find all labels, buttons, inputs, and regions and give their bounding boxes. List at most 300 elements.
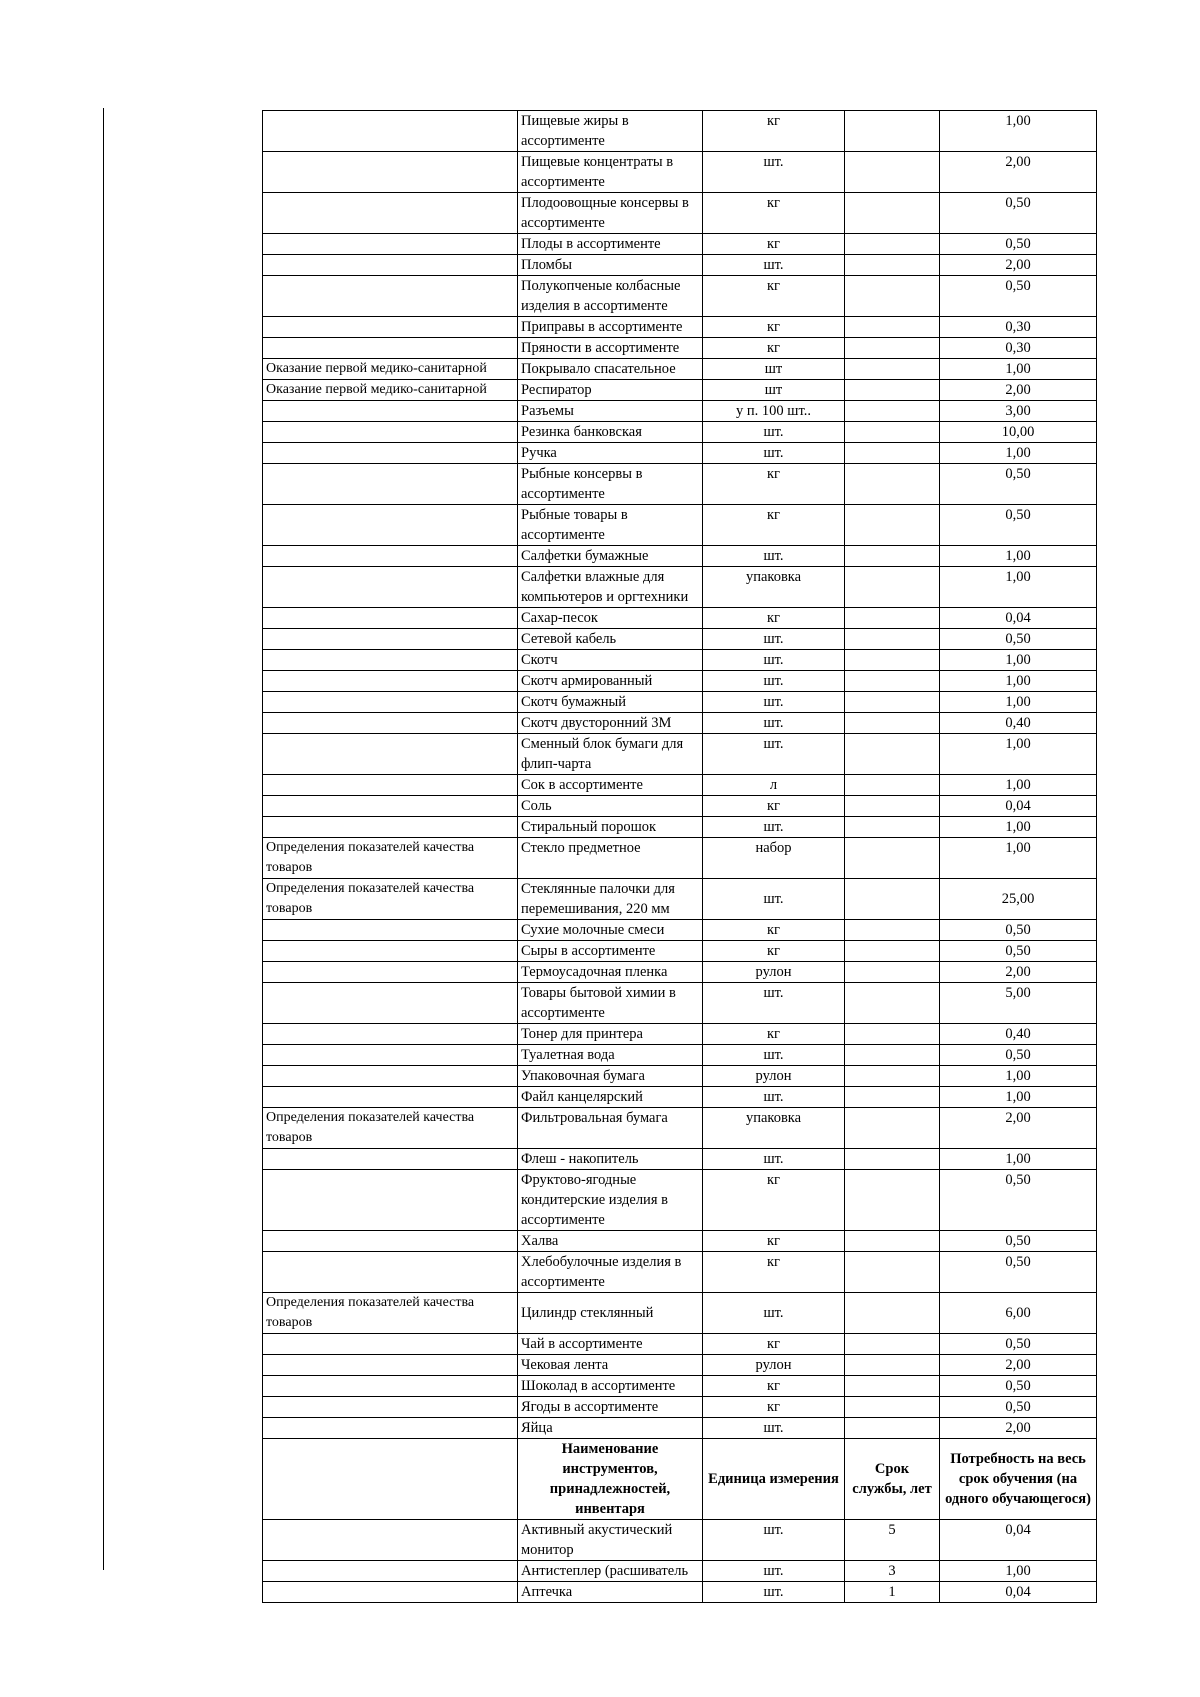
table-row: [263, 671, 1097, 692]
purpose-cell: Определения показателей качества товаров: [263, 838, 518, 879]
name-cell: Пломбы: [518, 255, 703, 276]
unit-cell: шт.: [703, 713, 845, 734]
term-cell: [845, 464, 940, 505]
name-cell: Цилиндр стеклянный: [518, 1293, 703, 1334]
term-cell: [845, 1397, 940, 1418]
unit-cell: шт.: [703, 671, 845, 692]
purpose-cell: [263, 1561, 518, 1582]
name-cell: Стекло предметное: [518, 838, 703, 879]
name-cell: Стиральный порошок: [518, 817, 703, 838]
equipment-table: [262, 110, 1097, 1603]
table-row: [263, 775, 1097, 796]
need-cell: 0,50: [940, 193, 1097, 234]
name-cell: Фруктово-ягодные кондитерские изделия в ассортименте: [518, 1170, 703, 1231]
need-cell: 2,00: [940, 1418, 1097, 1439]
name-cell: Фильтровальная бумага: [518, 1108, 703, 1149]
term-cell: [845, 234, 940, 255]
table-row: [263, 422, 1097, 443]
name-cell: Рыбные консервы в ассортименте: [518, 464, 703, 505]
term-cell: [845, 608, 940, 629]
table-row: [263, 1520, 1097, 1561]
table-body: [263, 111, 1097, 1603]
unit-cell: кг: [703, 1397, 845, 1418]
purpose-cell: [263, 671, 518, 692]
unit-cell: кг: [703, 608, 845, 629]
term-cell: [845, 941, 940, 962]
purpose-cell: [263, 152, 518, 193]
purpose-cell: [263, 464, 518, 505]
unit-cell: кг: [703, 1170, 845, 1231]
purpose-cell: Определения показателей качества товаров: [263, 879, 518, 920]
table-row: [263, 1397, 1097, 1418]
purpose-cell: [263, 1355, 518, 1376]
purpose-cell: [263, 692, 518, 713]
tools-header-row: [263, 1439, 1097, 1520]
purpose-cell: [263, 817, 518, 838]
name-cell: Ягоды в ассортименте: [518, 1397, 703, 1418]
table-row: [263, 1582, 1097, 1603]
term-cell: [845, 1293, 940, 1334]
purpose-cell: [263, 1066, 518, 1087]
unit-cell: кг: [703, 111, 845, 152]
term-cell: [845, 734, 940, 775]
term-cell: [845, 152, 940, 193]
table-row: [263, 734, 1097, 775]
term-cell: [845, 1045, 940, 1066]
table-row: [263, 650, 1097, 671]
table-row: [263, 1418, 1097, 1439]
name-cell: Скотч двусторонний 3М: [518, 713, 703, 734]
table-row: [263, 1045, 1097, 1066]
term-cell: [845, 1252, 940, 1293]
purpose-cell: [263, 608, 518, 629]
unit-cell: шт: [703, 380, 845, 401]
name-cell: Антистеплер (расшиватель: [518, 1561, 703, 1582]
term-cell: [845, 838, 940, 879]
need-cell: 2,00: [940, 962, 1097, 983]
table-row: [263, 1149, 1097, 1170]
term-cell: [845, 817, 940, 838]
need-cell: 1,00: [940, 1087, 1097, 1108]
term-cell: [845, 983, 940, 1024]
purpose-cell: Определения показателей качества товаров: [263, 1108, 518, 1149]
term-cell: 1: [845, 1582, 940, 1603]
purpose-cell: [263, 1170, 518, 1231]
need-cell: 25,00: [940, 879, 1097, 920]
table-row: [263, 692, 1097, 713]
table-row: [263, 796, 1097, 817]
term-cell: 5: [845, 1520, 940, 1561]
purpose-cell: [263, 629, 518, 650]
name-cell: Чековая лента: [518, 1355, 703, 1376]
need-cell: 0,50: [940, 464, 1097, 505]
purpose-cell: [263, 1252, 518, 1293]
need-cell: 1,00: [940, 734, 1097, 775]
term-cell: [845, 1334, 940, 1355]
need-cell: 0,50: [940, 941, 1097, 962]
purpose-cell: [263, 983, 518, 1024]
need-cell: 0,50: [940, 1045, 1097, 1066]
unit-cell: кг: [703, 1334, 845, 1355]
header-unit: Единица измерения: [703, 1439, 845, 1520]
name-cell: Чай в ассортименте: [518, 1334, 703, 1355]
name-cell: Сухие молочные смеси: [518, 920, 703, 941]
name-cell: Тонер для принтера: [518, 1024, 703, 1045]
name-cell: Товары бытовой химии в ассортименте: [518, 983, 703, 1024]
term-cell: [845, 567, 940, 608]
name-cell: Респиратор: [518, 380, 703, 401]
unit-cell: шт.: [703, 983, 845, 1024]
need-cell: 3,00: [940, 401, 1097, 422]
need-cell: 1,00: [940, 443, 1097, 464]
need-cell: 1,00: [940, 1066, 1097, 1087]
unit-cell: шт.: [703, 546, 845, 567]
purpose-cell: [263, 234, 518, 255]
purpose-cell: [263, 317, 518, 338]
need-cell: 0,50: [940, 505, 1097, 546]
term-cell: 3: [845, 1561, 940, 1582]
purpose-cell: [263, 734, 518, 775]
term-cell: [845, 920, 940, 941]
name-cell: Упаковочная бумага: [518, 1066, 703, 1087]
need-cell: 0,50: [940, 276, 1097, 317]
need-cell: 0,04: [940, 796, 1097, 817]
unit-cell: рулон: [703, 1066, 845, 1087]
term-cell: [845, 1108, 940, 1149]
unit-cell: упаковка: [703, 567, 845, 608]
header-blank-cell: [263, 1439, 518, 1520]
purpose-cell: [263, 567, 518, 608]
name-cell: Пряности в ассортименте: [518, 338, 703, 359]
purpose-cell: Определения показателей качества товаров: [263, 1293, 518, 1334]
table-row: [263, 1376, 1097, 1397]
purpose-cell: [263, 1087, 518, 1108]
name-cell: Разъемы: [518, 401, 703, 422]
table-row: [263, 276, 1097, 317]
purpose-cell: Оказание первой медико-санитарной: [263, 359, 518, 380]
table-row: [263, 111, 1097, 152]
name-cell: Покрывало спасательное: [518, 359, 703, 380]
name-cell: Соль: [518, 796, 703, 817]
name-cell: Скотч армированный: [518, 671, 703, 692]
purpose-cell: [263, 193, 518, 234]
table-row: [263, 505, 1097, 546]
need-cell: 1,00: [940, 692, 1097, 713]
term-cell: [845, 1376, 940, 1397]
table-row: [263, 1561, 1097, 1582]
need-cell: 0,50: [940, 1397, 1097, 1418]
need-cell: 1,00: [940, 111, 1097, 152]
unit-cell: шт.: [703, 1418, 845, 1439]
table-row: [263, 983, 1097, 1024]
unit-cell: шт.: [703, 1582, 845, 1603]
purpose-cell: [263, 111, 518, 152]
table-row: [263, 464, 1097, 505]
name-cell: Туалетная вода: [518, 1045, 703, 1066]
purpose-cell: [263, 1045, 518, 1066]
table-row: [263, 1355, 1097, 1376]
table-row: [263, 443, 1097, 464]
unit-cell: рулон: [703, 1355, 845, 1376]
name-cell: Хлебобулочные изделия в ассортименте: [518, 1252, 703, 1293]
term-cell: [845, 796, 940, 817]
unit-cell: шт.: [703, 422, 845, 443]
need-cell: 1,00: [940, 546, 1097, 567]
unit-cell: рулон: [703, 962, 845, 983]
purpose-cell: [263, 941, 518, 962]
need-cell: 1,00: [940, 567, 1097, 608]
table-row: [263, 380, 1097, 401]
table-row: [263, 255, 1097, 276]
unit-cell: л: [703, 775, 845, 796]
table-row: [263, 879, 1097, 920]
term-cell: [845, 1066, 940, 1087]
purpose-cell: [263, 1582, 518, 1603]
purpose-cell: [263, 1376, 518, 1397]
purpose-cell: [263, 1418, 518, 1439]
table-row: [263, 338, 1097, 359]
name-cell: Пищевые концентраты в ассортименте: [518, 152, 703, 193]
table-row: [263, 920, 1097, 941]
need-cell: 0,50: [940, 1252, 1097, 1293]
table-row: [263, 1087, 1097, 1108]
purpose-cell: [263, 255, 518, 276]
name-cell: Аптечка: [518, 1582, 703, 1603]
unit-cell: упаковка: [703, 1108, 845, 1149]
term-cell: [845, 401, 940, 422]
purpose-cell: [263, 1397, 518, 1418]
unit-cell: кг: [703, 193, 845, 234]
unit-cell: кг: [703, 1376, 845, 1397]
need-cell: 2,00: [940, 380, 1097, 401]
need-cell: 1,00: [940, 1149, 1097, 1170]
table-row: [263, 1066, 1097, 1087]
need-cell: 1,00: [940, 359, 1097, 380]
need-cell: 2,00: [940, 152, 1097, 193]
need-cell: 0,50: [940, 1334, 1097, 1355]
table-row: [263, 317, 1097, 338]
unit-cell: шт.: [703, 1149, 845, 1170]
purpose-cell: [263, 796, 518, 817]
table-row: [263, 359, 1097, 380]
table-row: [263, 1231, 1097, 1252]
need-cell: 0,04: [940, 608, 1097, 629]
purpose-cell: [263, 401, 518, 422]
term-cell: [845, 1170, 940, 1231]
unit-cell: шт.: [703, 692, 845, 713]
header-need: Потребность на весь срок обучения (на одного обучающегося): [940, 1439, 1097, 1520]
purpose-cell: [263, 775, 518, 796]
unit-cell: кг: [703, 505, 845, 546]
unit-cell: шт.: [703, 443, 845, 464]
term-cell: [845, 359, 940, 380]
purpose-cell: [263, 1334, 518, 1355]
need-cell: 0,50: [940, 920, 1097, 941]
term-cell: [845, 546, 940, 567]
term-cell: [845, 775, 940, 796]
purpose-cell: [263, 920, 518, 941]
term-cell: [845, 338, 940, 359]
purpose-cell: [263, 546, 518, 567]
purpose-cell: [263, 650, 518, 671]
need-cell: 2,00: [940, 1355, 1097, 1376]
name-cell: Полукопченые колбасные изделия в ассортименте: [518, 276, 703, 317]
table-row: [263, 838, 1097, 879]
unit-cell: шт.: [703, 1520, 845, 1561]
need-cell: 1,00: [940, 817, 1097, 838]
name-cell: Плоды в ассортименте: [518, 234, 703, 255]
need-cell: 0,50: [940, 1376, 1097, 1397]
name-cell: Стеклянные палочки для перемешивания, 220 мм: [518, 879, 703, 920]
need-cell: 5,00: [940, 983, 1097, 1024]
name-cell: Сетевой кабель: [518, 629, 703, 650]
need-cell: 2,00: [940, 255, 1097, 276]
unit-cell: шт.: [703, 629, 845, 650]
name-cell: Пищевые жиры в ассортименте: [518, 111, 703, 152]
purpose-cell: [263, 962, 518, 983]
name-cell: Ручка: [518, 443, 703, 464]
name-cell: Халва: [518, 1231, 703, 1252]
name-cell: Салфетки влажные для компьютеров и оргтехники: [518, 567, 703, 608]
table-row: [263, 1170, 1097, 1231]
header-name: Наименование инструментов, принадлежностей, инвентаря: [518, 1439, 703, 1520]
purpose-cell: [263, 1231, 518, 1252]
unit-cell: шт: [703, 359, 845, 380]
term-cell: [845, 443, 940, 464]
unit-cell: шт.: [703, 255, 845, 276]
purpose-cell: [263, 1149, 518, 1170]
table-row: [263, 713, 1097, 734]
name-cell: Шоколад в ассортименте: [518, 1376, 703, 1397]
term-cell: [845, 276, 940, 317]
term-cell: [845, 1087, 940, 1108]
name-cell: Сменный блок бумаги для флип-чарта: [518, 734, 703, 775]
need-cell: 0,04: [940, 1582, 1097, 1603]
term-cell: [845, 505, 940, 546]
name-cell: Флеш - накопитель: [518, 1149, 703, 1170]
need-cell: 1,00: [940, 650, 1097, 671]
term-cell: [845, 650, 940, 671]
term-cell: [845, 879, 940, 920]
term-cell: [845, 692, 940, 713]
need-cell: 0,40: [940, 1024, 1097, 1045]
need-cell: 10,00: [940, 422, 1097, 443]
table-row: [263, 1024, 1097, 1045]
unit-cell: шт.: [703, 650, 845, 671]
need-cell: 0,30: [940, 317, 1097, 338]
unit-cell: набор: [703, 838, 845, 879]
term-cell: [845, 317, 940, 338]
need-cell: 1,00: [940, 838, 1097, 879]
purpose-cell: [263, 505, 518, 546]
need-cell: 6,00: [940, 1293, 1097, 1334]
term-cell: [845, 111, 940, 152]
table-row: [263, 234, 1097, 255]
term-cell: [845, 1355, 940, 1376]
table-row: [263, 941, 1097, 962]
table-row: [263, 546, 1097, 567]
need-cell: 0,40: [940, 713, 1097, 734]
unit-cell: у п. 100 шт..: [703, 401, 845, 422]
unit-cell: кг: [703, 1024, 845, 1045]
name-cell: Салфетки бумажные: [518, 546, 703, 567]
need-cell: 1,00: [940, 1561, 1097, 1582]
table-row: [263, 1293, 1097, 1334]
name-cell: Файл канцелярский: [518, 1087, 703, 1108]
table-row: [263, 817, 1097, 838]
name-cell: Скотч бумажный: [518, 692, 703, 713]
unit-cell: кг: [703, 1252, 845, 1293]
name-cell: Резинка банковская: [518, 422, 703, 443]
term-cell: [845, 422, 940, 443]
purpose-cell: [263, 443, 518, 464]
name-cell: Сахар-песок: [518, 608, 703, 629]
term-cell: [845, 713, 940, 734]
table-row: [263, 567, 1097, 608]
purpose-cell: [263, 276, 518, 317]
term-cell: [845, 1418, 940, 1439]
purpose-cell: [263, 713, 518, 734]
unit-cell: шт.: [703, 1087, 845, 1108]
unit-cell: кг: [703, 317, 845, 338]
need-cell: 0,50: [940, 629, 1097, 650]
term-cell: [845, 962, 940, 983]
unit-cell: шт.: [703, 1561, 845, 1582]
unit-cell: кг: [703, 1231, 845, 1252]
term-cell: [845, 671, 940, 692]
term-cell: [845, 255, 940, 276]
purpose-cell: [263, 422, 518, 443]
unit-cell: кг: [703, 234, 845, 255]
unit-cell: шт.: [703, 1293, 845, 1334]
term-cell: [845, 629, 940, 650]
unit-cell: кг: [703, 796, 845, 817]
need-cell: 1,00: [940, 775, 1097, 796]
unit-cell: кг: [703, 338, 845, 359]
name-cell: Рыбные товары в ассортименте: [518, 505, 703, 546]
unit-cell: шт.: [703, 817, 845, 838]
need-cell: 2,00: [940, 1108, 1097, 1149]
purpose-cell: [263, 338, 518, 359]
unit-cell: шт.: [703, 879, 845, 920]
need-cell: 0,50: [940, 1231, 1097, 1252]
term-cell: [845, 380, 940, 401]
table-row: [263, 152, 1097, 193]
purpose-cell: [263, 1520, 518, 1561]
table-row: [263, 193, 1097, 234]
header-term: Срок службы, лет: [845, 1439, 940, 1520]
name-cell: Приправы в ассортименте: [518, 317, 703, 338]
need-cell: 0,50: [940, 234, 1097, 255]
unit-cell: кг: [703, 276, 845, 317]
table-row: [263, 401, 1097, 422]
name-cell: Плодоовощные консервы в ассортименте: [518, 193, 703, 234]
unit-cell: кг: [703, 941, 845, 962]
term-cell: [845, 1231, 940, 1252]
table-row: [263, 962, 1097, 983]
need-cell: 0,50: [940, 1170, 1097, 1231]
page-margin-line: [103, 108, 104, 1570]
unit-cell: шт.: [703, 1045, 845, 1066]
purpose-cell: [263, 1024, 518, 1045]
table-row: [263, 608, 1097, 629]
unit-cell: кг: [703, 920, 845, 941]
table-row: [263, 1334, 1097, 1355]
need-cell: 0,30: [940, 338, 1097, 359]
name-cell: Сыры в ассортименте: [518, 941, 703, 962]
unit-cell: шт.: [703, 734, 845, 775]
name-cell: Яйца: [518, 1418, 703, 1439]
